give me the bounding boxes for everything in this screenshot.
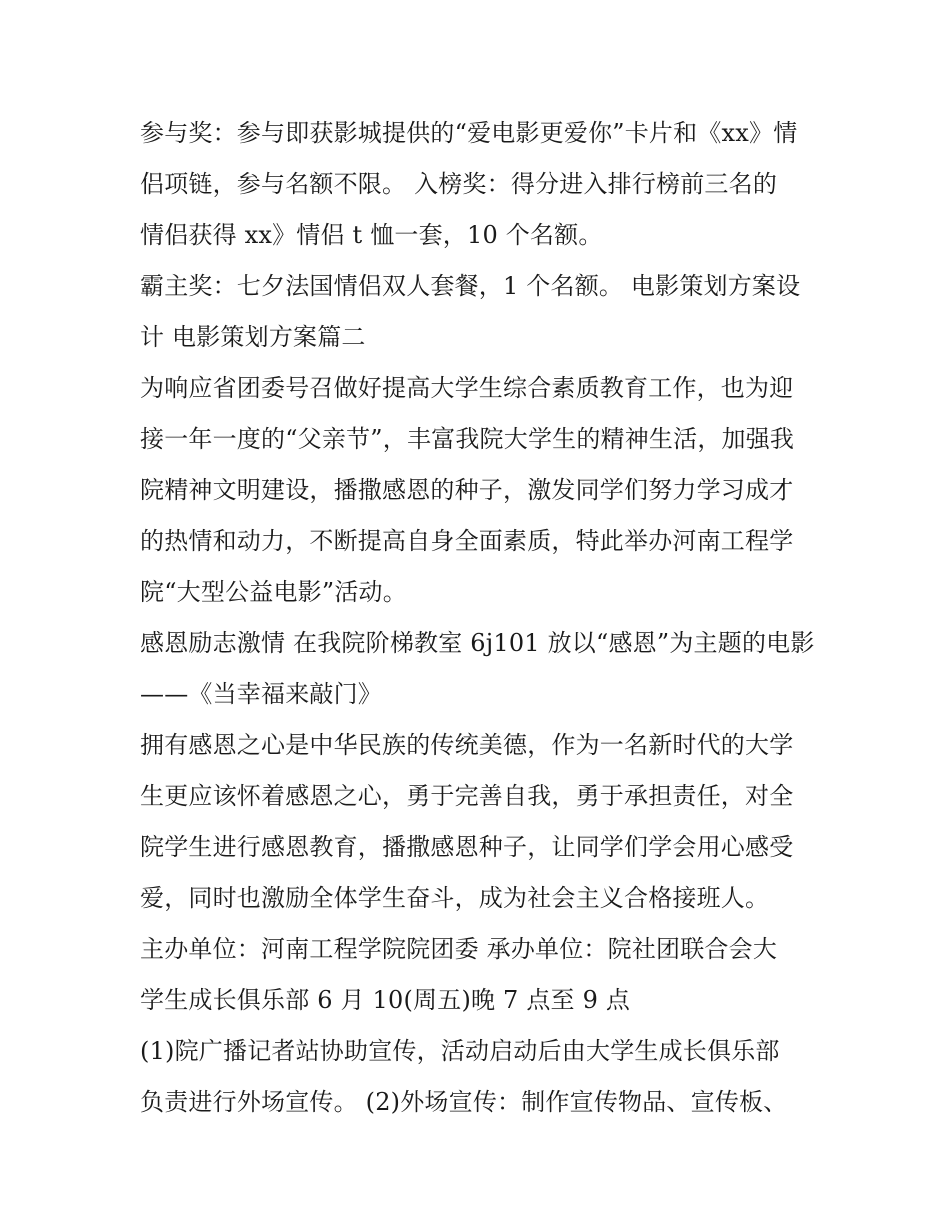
text-line: ——《当幸福来敲门》 [140,680,382,708]
text-line: 为响应省团委号召做好提高大学生综合素质教育工作，也为迎 [140,374,794,402]
text-line: 感恩励志激情 在我院阶梯教室 6j101 放以“感恩”为主题的电影 [140,629,815,657]
text-line: 负责进行外场宣传。 (2)外场宣传：制作宣传物品、宣传板、 [140,1088,788,1116]
text-line: 霸主奖：七夕法国情侣双人套餐，1 个名额。 电影策划方案设 [140,272,801,300]
text-line: 爱，同时也激励全体学生奋斗，成为社会主义合格接班人。 [140,884,770,912]
text-line: 参与奖：参与即获影城提供的“爱电影更爱你”卡片和《xx》情 [140,119,798,147]
text-line: 主办单位：河南工程学院院团委 承办单位：院社团联合会大 [140,935,778,963]
text-line: 的热情和动力，不断提高自身全面素质，特此举办河南工程学 [140,527,794,555]
text-line: 院学生进行感恩教育，播撒感恩种子，让同学们学会用心感受 [140,833,794,861]
section-heading: 计 电影策划方案篇二 [140,323,366,351]
text-line: 院精神文明建设，播撒感恩的种子，激发同学们努力学习成才 [140,476,794,504]
document-body [140,108,820,1128]
text-line: 拥有感恩之心是中华民族的传统美德，作为一名新时代的大学 [140,731,794,759]
text-line: 学生成长俱乐部 6 月 10(周五)晚 7 点至 9 点 [140,986,631,1014]
text-line: 生更应该怀着感恩之心，勇于完善自我，勇于承担责任，对全 [140,782,794,810]
text-line: 侣项链，参与名额不限。 入榜奖：得分进入排行榜前三名的 [140,170,778,198]
text-line: (1)院广播记者站协助宣传，活动启动后由大学生成长俱乐部 [140,1037,780,1065]
text-line: 接一年一度的“父亲节”，丰富我院大学生的精神生活，加强我 [140,425,795,453]
text-line: 院“大型公益电影”活动。 [140,578,407,606]
text-line: 情侣获得 xx》情侣 t 恤一套，10 个名额。 [140,221,603,249]
